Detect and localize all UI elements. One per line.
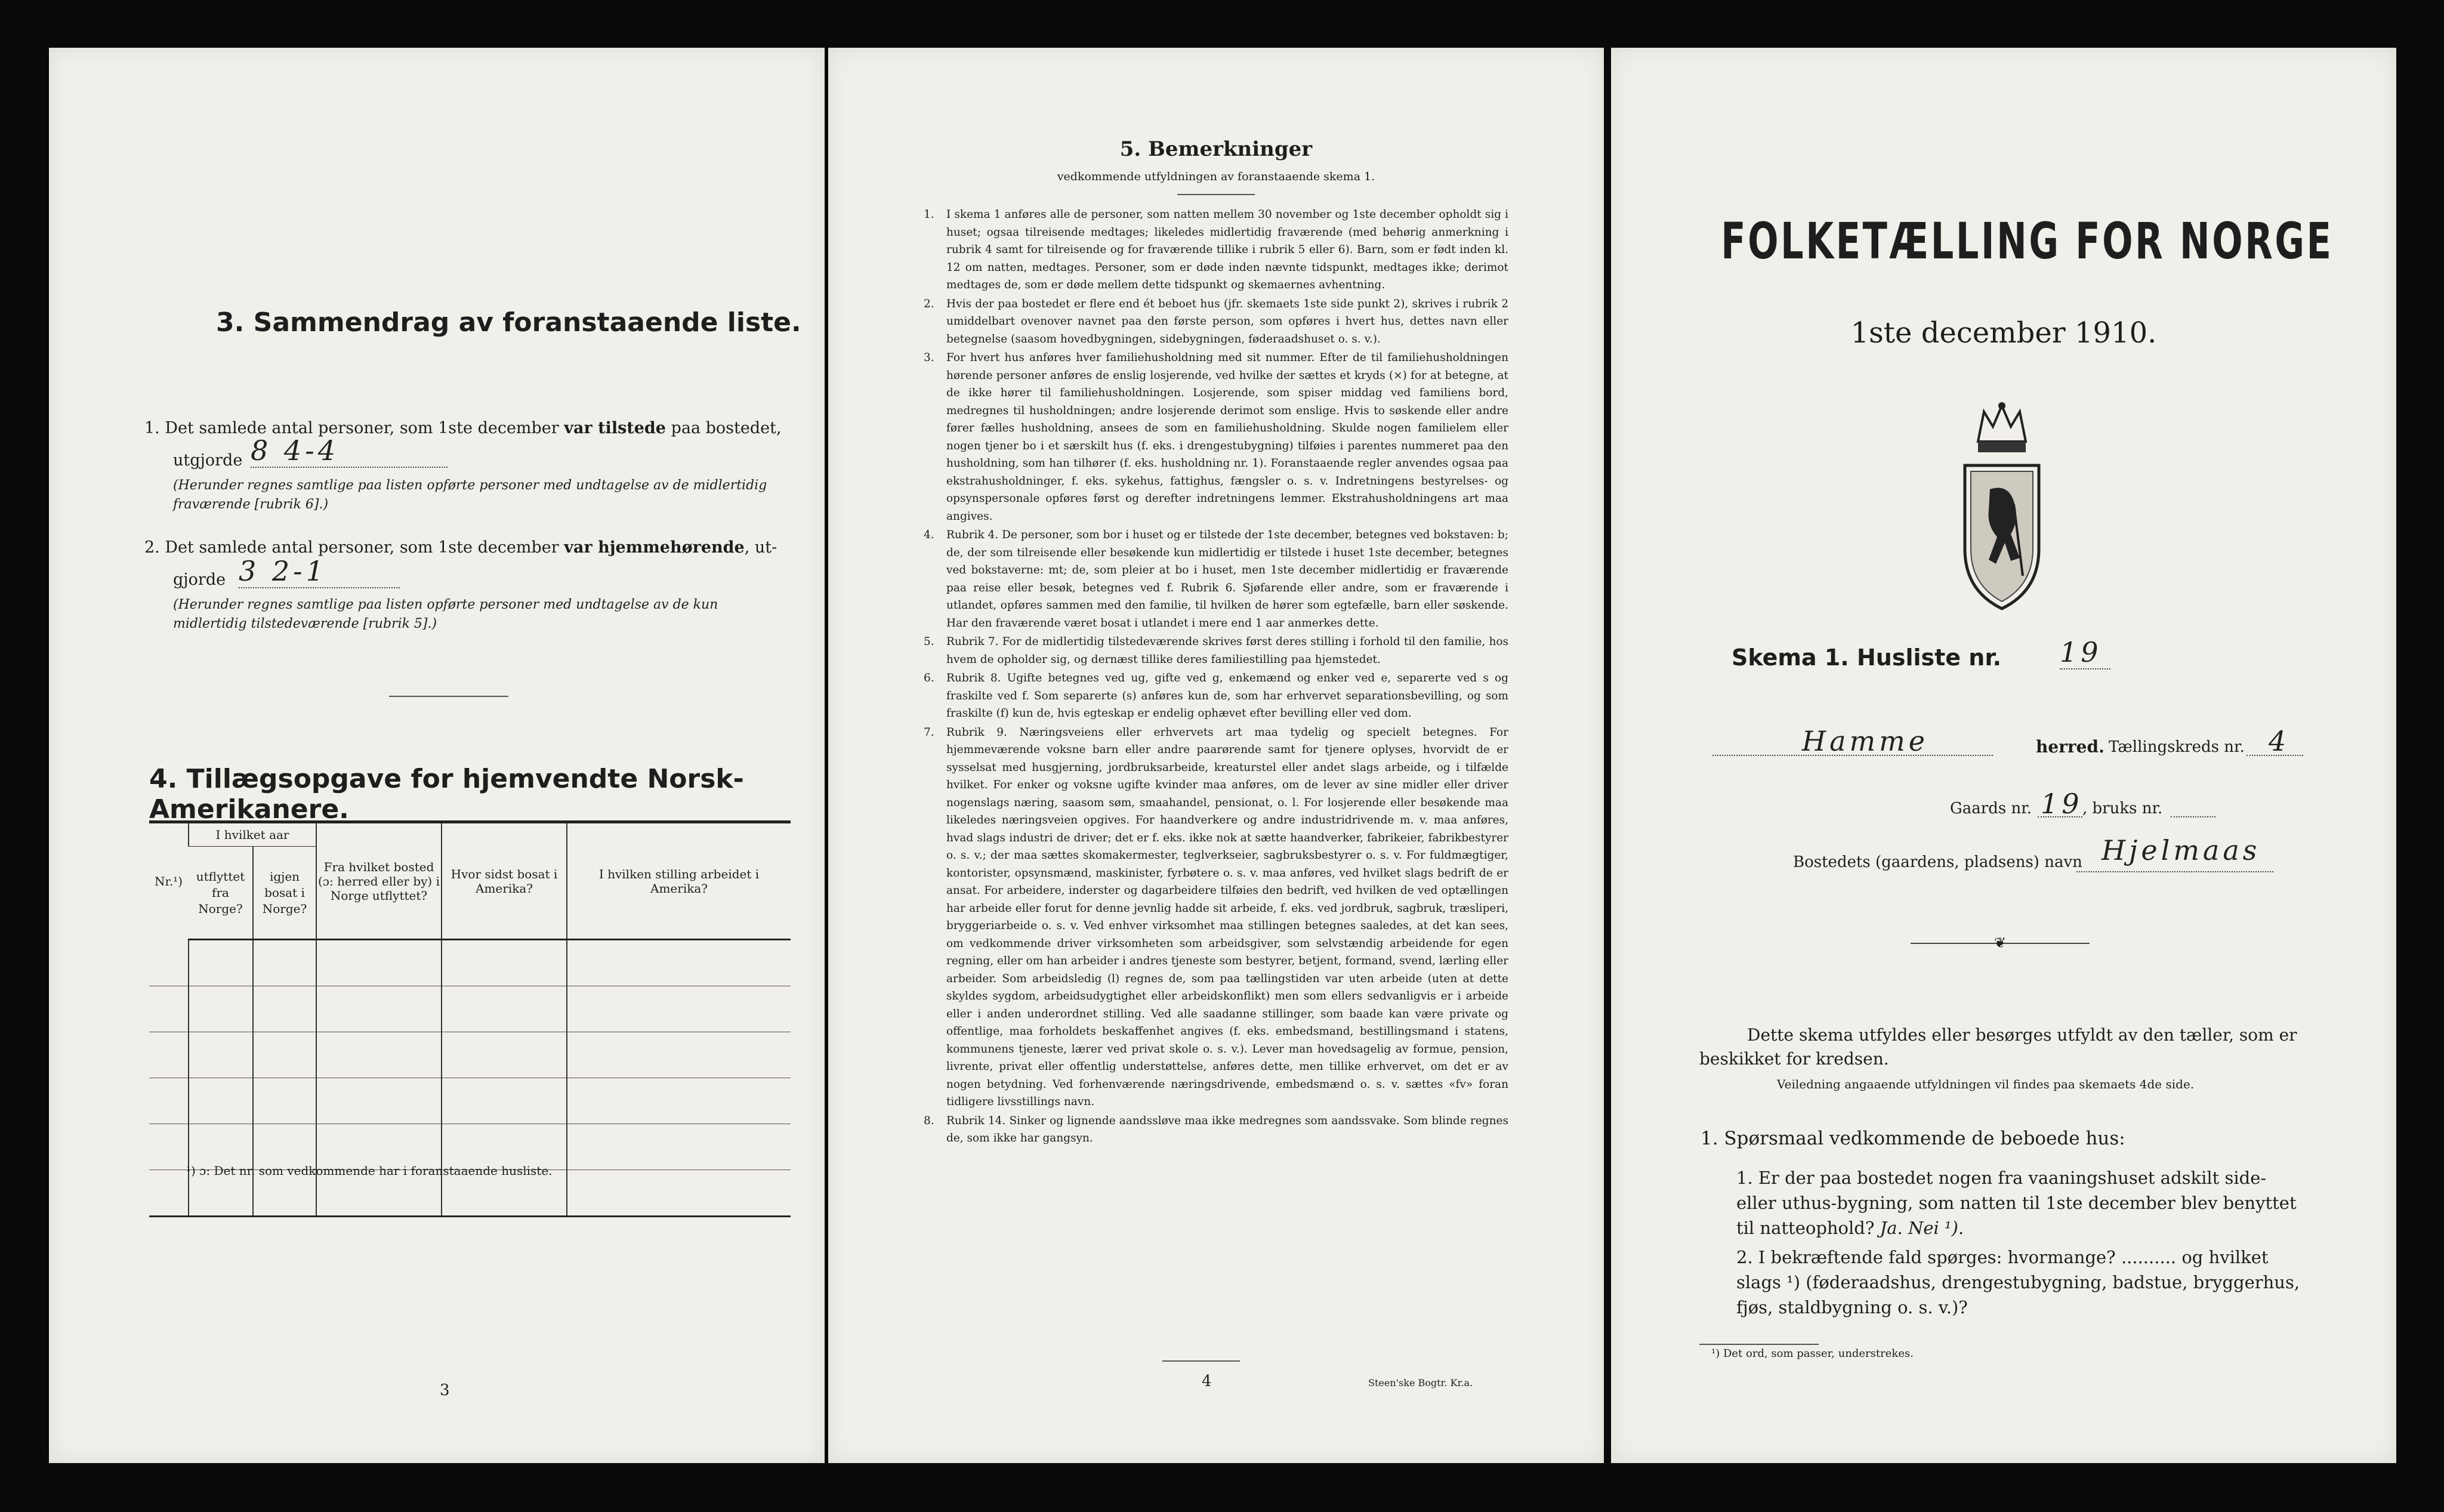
col-igjen: igjen bosat i Norge? — [253, 847, 316, 940]
remark-item: 5. Rubrik 7. For de midlertidig tilstedeværende skrives først deres stilling i forhold til den familie, hos hvem de opholder sig, og dernæst tillike deres familiestilling paa hjemstedet. — [924, 635, 1508, 666]
page-number: 3 — [440, 1381, 450, 1399]
remark-item: 8. Rubrik 14. Sinker og lignende aandssløve maa ikke medregnes som aandssvake. Som blinde regnes de, som ikke har gangsyn. — [924, 1114, 1508, 1144]
info-text: Dette skema utfyldes eller besørges utfyldt av den tæller, som er beskikket for kredsen. — [1699, 1025, 2297, 1069]
col-bosted: Fra hvilket bosted (ɔ: herred eller by) i Norge utflyttet? — [316, 822, 442, 940]
item-1-prefix: utgjorde — [173, 451, 243, 470]
census-date: 1ste december 1910. — [1850, 316, 2157, 350]
norway-coat-of-arms-icon — [1954, 400, 2050, 615]
item-2-value: 3 2-1 — [239, 555, 400, 588]
col-stilling: I hvilken stilling arbeidet i Amerika? — [567, 822, 791, 940]
page-1 — [1611, 48, 2396, 1463]
summary-item-1: 1. Det samlede antal personer, som 1ste december var tilstede paa bostedet, — [144, 419, 782, 437]
table-row — [149, 1124, 791, 1170]
ornament-icon: ❦ — [1994, 934, 2007, 951]
remark-item: 4. Rubrik 4. De personer, som bor i huset og er tilstede der 1ste december, betegnes ved bokstaven: b; de, der som tilreisende eller besøkende kun midlertidig er tilstede i huset 1ste december, betegnes ved bokstaverne: mt; de, som pleier at bo i huset, men 1ste december midlertidig er fraværende paa reise eller besøk, betegnes ved f. Rubrik 6. Sjøfarende eller andre, som er fraværende i utlandet, opføres sammen med den familie, til hvilken de hører som egtefælle, barn eller søskende. Har den fraværende været bosat i utlandet i mere end 1 aar anmerkes dette. — [924, 529, 1509, 630]
page-4 — [828, 48, 1604, 1463]
norsk-amerikanere-table — [149, 820, 791, 1217]
census-title-wrap — [1611, 212, 2396, 270]
divider — [1162, 1360, 1240, 1362]
bosted-label: Bostedets (gaardens, pladsens) navn — [1793, 853, 2082, 871]
remark-item: 1. I skema 1 anføres alle de personer, som natten mellem 30 november og 1ste december opholdt sig i huset; ogsaa tilreisende medtages; likeledes midlertidig fraværende (med behørig anmerkning i rubrik 4 samt for tilreisende og for fraværende tillike i rubrik 5 eller 6). Barn, som er født inden kl. 12 om natten, medtages. Personer, som er døde inden nævnte tidspunkt, medtages ikke; derimot medtages de, som er døde mellem dette tidspunkt og skemaernes avhentning. — [924, 208, 1508, 291]
section-4-title: 4. Tillægsopgave for hjemvendte Norsk-Amerikanere. — [149, 764, 744, 825]
item-1-note: (Herunder regnes samtlige paa listen opførte personer med undtagelse av de midlertidig fraværende [rubrik 6].) — [173, 478, 767, 512]
divider — [1699, 1344, 1819, 1345]
item-2-prefix: gjorde — [173, 570, 226, 589]
gaards-value: 19 — [2041, 788, 2083, 820]
remark-item: 7. Rubrik 9. Næringsveiens eller erhvervets art maa tydelig og specielt betegnes. For hjemmeværende voksne barn eller andre paarørende samt for tjenere oplyses, hvorvidt de er sysselsat med husgjerning, jordbruksarbeide, kreaturstel eller andet slags arbeide, og i tilfælde hvilket. For enker og voksne ugifte kvinder maa anføres, om de lever av sine midler eller driver nogenslags næring, saasom søm, smaahandel, pensionat, o. l. For losjerende eller besøkende maa likeledes næringsveien opgives. For haandverkere og andre industridrivende m. v. maa anføres, hvad slags industri de driver; det er f. eks. ikke nok at sætte haandverker, fabrikeier, fabrikbestyrer o. s. v.; der maa sættes skomakermester, teglverkseier, sagbruksbestyrer o. s. v. For fuldmægtiger, kontorister, opsynsmænd, maskinister, fyrbøtere o. s. v. maa anføres, ved hvilket slags bedrift de er ansat. For arbeidere, inderster og dagarbeidere tilføies den bedrift, ved hvilken de ved optællingen har arbeide eller forut for denne jevnlig hadde sit arbeide, f. eks. ved jordbruk, sagbruk, træsliperi, bryggeriarbeide o. s. v. Ved enhver virksomhet maa stillingen betegnes saaledes, at det kan sees, om vedkommende driver virksomheten som arbeidsgiver, som selvstændig arbeidende for egen regning, eller om han arbeider i andres tjeneste som bestyrer, betjent, formand, svend, lærling eller arbeider. Som arbeidsledig (l) regnes de, som paa tællingstiden var uten arbeide (uten at dette skyldes sygdom, arbeidsudygtighet eller arbeidskonflikt) men som ellers sedvanligvis er i arbeide eller i anden underordnet stilling. Ved alle saadanne stillinger, som baade kan være private og offentlige, maa forholdets beskaffenhet angives (f. eks. embedsmand, bestillingsmand i statens, kommunens tjeneste, lærer ved privat skole o. s. v.). Lever man hovedsagelig av formue, pension, livrente, privat eller offentlig understøttelse, anføres dette, men tillike erhvervet, om det er av nogen betydning. Ved forhenværende næringsdrivende, embedsmænd o. s. v. sættes «fv» foran tidligere livsstillings navn. — [924, 726, 1508, 1108]
table-row — [149, 940, 791, 986]
q2-text: 2. I bekræftende fald spørges: hvormange? .......... og hvilket slags ¹) (føderaadshus, drengestubygning, badstue, bryggerhus, fjøs, staldbygning o. s. v.)? — [1736, 1247, 2300, 1317]
printer-mark: Steen'ske Bogtr. Kr.a. — [1368, 1377, 1473, 1388]
herred-value: Hamme — [1802, 725, 1929, 757]
remark-item: 6. Rubrik 8. Ugifte betegnes ved ug, gifte ved g, enkemænd og enker ved e, separerte ved s og fraskilte ved f. Som separerte (s) anføres kun de, som har erhvervet separationsbevilling, og som fraskilte (f) kun de, hvis egteskap er endelig ophævet efter bevilling eller ved dom. — [924, 672, 1508, 720]
summary-item-2: 2. Det samlede antal personer, som 1ste december var hjemmehørende, ut- — [144, 538, 777, 557]
kreds-value: 4 — [2269, 725, 2290, 757]
table-footnote: ¹) ɔ: Det nr. som vedkommende har i foranstaaende husliste. — [186, 1164, 553, 1178]
remarks-subtitle: vedkommende utfyldningen av foranstaaende skema 1. — [1057, 170, 1375, 183]
gaards-label: Gaards nr. — [1950, 800, 2032, 817]
divider — [389, 696, 508, 697]
table-row — [149, 986, 791, 1032]
bosted-value: Hjelmaas — [2102, 834, 2261, 866]
remarks-list — [924, 206, 1508, 1149]
section-3-title: 3. Sammendrag av foranstaaende liste. — [216, 307, 801, 338]
col-group-year: I hvilket aar — [189, 822, 316, 847]
census-title: FOLKETÆLLING FOR NORGE — [1721, 212, 2334, 270]
herred-label: herred. — [2036, 737, 2104, 757]
schema-label: Skema 1. Husliste nr. — [1732, 644, 2002, 671]
table-row — [149, 1078, 791, 1124]
q1-text: 1. Er der paa bostedet nogen fra vaaningshuset adskilt side- eller uthus-bygning, som natten til 1ste december blev benyttet til natteophold? Ja. Nei ¹). — [1736, 1168, 2297, 1238]
remark-item: 3. For hvert hus anføres hver familiehusholdning med sit nummer. Efter de til familiehusholdningen hørende personer anføres de enslig losjerende, ved hvilke der sættes et kryds (×) for at betegne, at de ikke hører til familiehusholdningen. Losjerende, som spiser middag ved familiens bord, medregnes til husholdningen; andre losjerende derimot som enslige. Hvis to søskende eller andre fører fælles husholdning, ansees de som en familiehusholdning. Skulde nogen familielem eller nogen tjener bo i et særskilt hus (f. eks. i drengestubygning) tilføies i parentes nummeret paa den husholdning, som han tilhører (f. eks. husholdning nr. 1). Foranstaaende regler anvendes ogsaa paa ekstrahusholdninger, f. eks. sykehus, fattighus, fængsler o. s. v. Indretningens bestyrelses- og opsynspersonale opføres først og derefter indretningens lemmer. Ekstrahusholdningens art maa angives. — [924, 351, 1508, 523]
footnote: ¹) Det ord, som passer, understrekes. — [1711, 1347, 1914, 1360]
q1-title: 1. Spørsmaal vedkommende de beboede hus: — [1701, 1128, 2125, 1149]
remark-item: 2. Hvis der paa bostedet er flere end ét beboet hus (jfr. skemaets 1ste side punkt 2), skrives i rubrik 2 umiddelbart ovenover navnet paa den første person, som opføres i hvert hus, dettes navn eller betegnelse (saasom hovedbygningen, sidebygningen, føderaadshuset o. s. v.). — [924, 297, 1508, 345]
page-number: 4 — [1202, 1372, 1212, 1390]
table-row — [149, 1032, 791, 1078]
col-nr: Nr.¹) — [149, 822, 189, 940]
guide-text: Veiledning angaaende utfyldningen vil findes paa skemaets 4de side. — [1777, 1077, 2195, 1091]
col-utflyttet: utflyttet fra Norge? — [189, 847, 253, 940]
q1-answer: Ja. Nei ¹). — [1880, 1218, 1964, 1238]
col-amerika: Hvor sidst bosat i Amerika? — [442, 822, 567, 940]
item-2-note: (Herunder regnes samtlige paa listen opførte personer med undtagelse av de kun midlertidig tilstedeværende [rubrik 5].) — [173, 597, 718, 631]
page-3 — [49, 48, 825, 1463]
remarks-title: 5. Bemerkninger — [1119, 137, 1313, 161]
divider — [1177, 194, 1255, 195]
bruks-label: , bruks nr. — [2082, 800, 2163, 817]
bruks-line — [2171, 816, 2215, 817]
item-1-value: 8 4-4 — [251, 434, 448, 468]
bosted-line — [2076, 871, 2273, 872]
kreds-label: Tællingskreds nr. — [2109, 738, 2245, 756]
husliste-nr-value: 19 — [2060, 636, 2110, 669]
